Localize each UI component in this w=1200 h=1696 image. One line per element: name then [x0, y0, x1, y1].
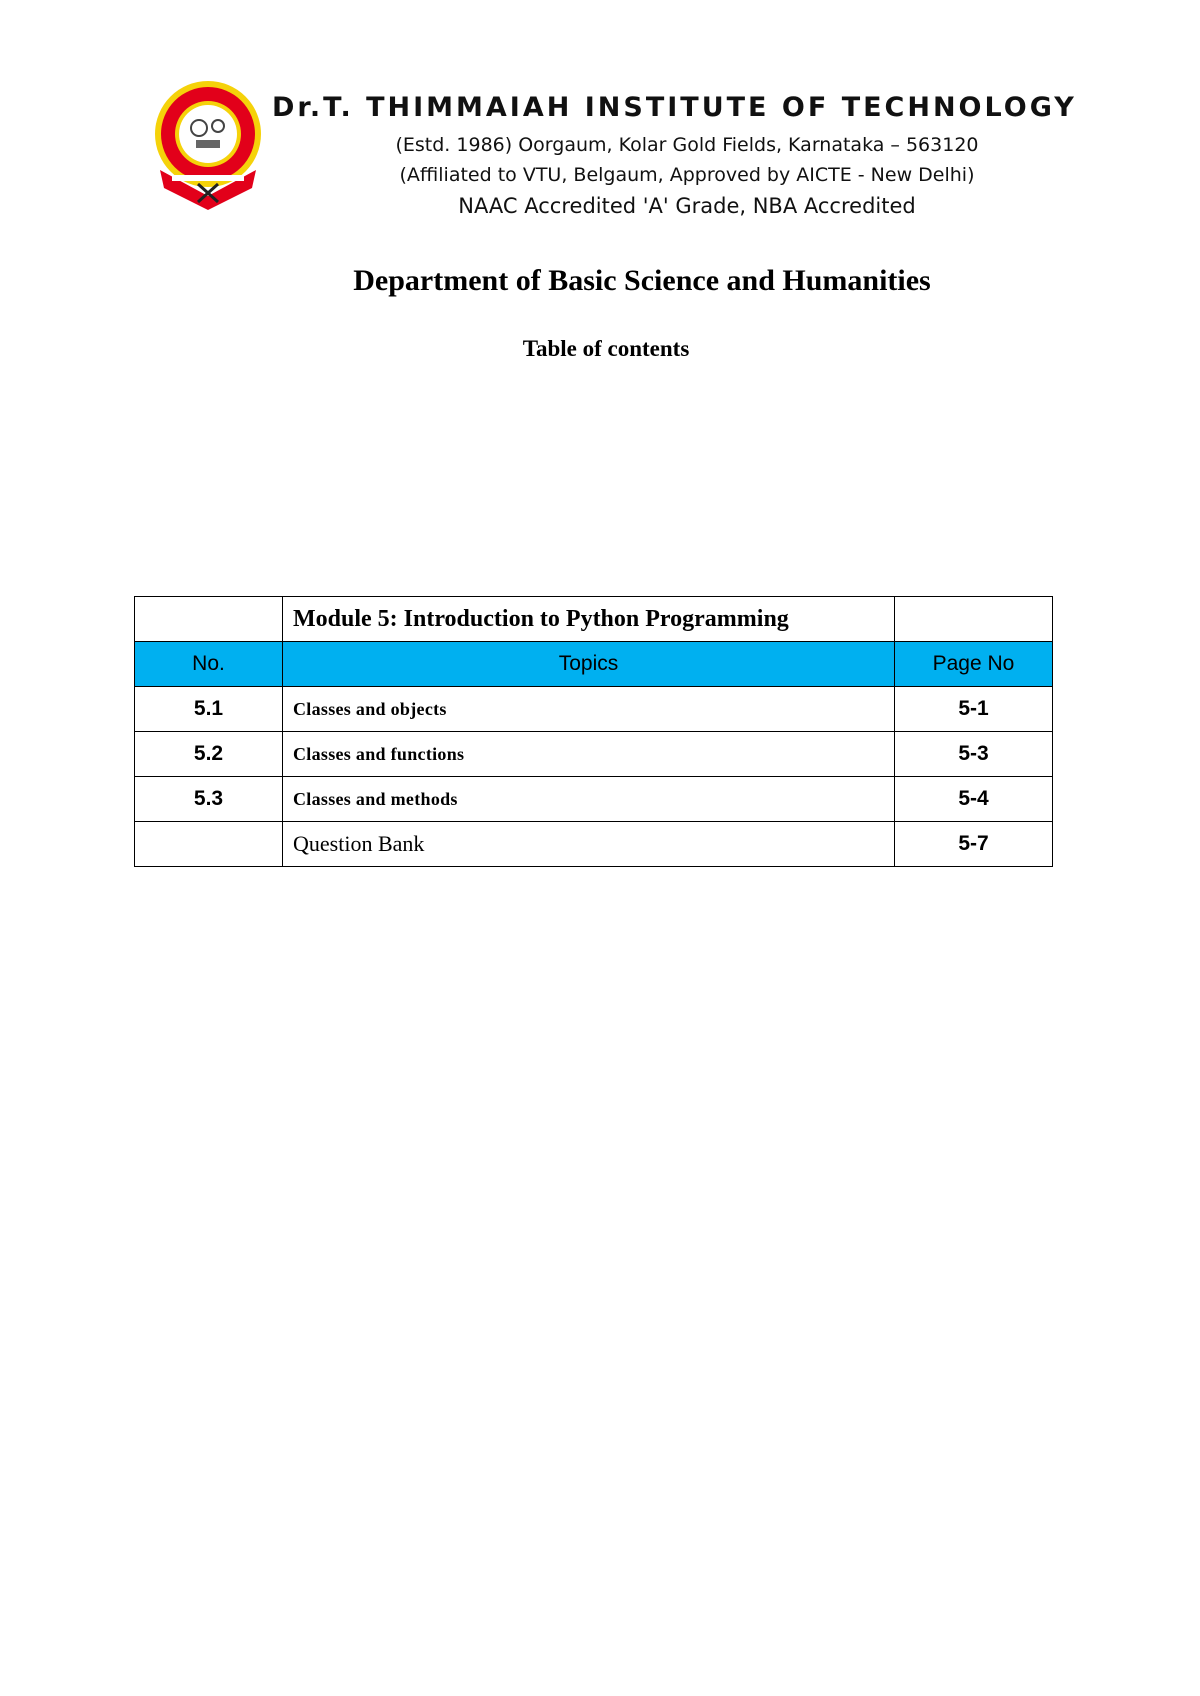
row-number: 5.2	[135, 732, 283, 777]
row-page: 5-4	[895, 777, 1053, 822]
row-page: 5-1	[895, 687, 1053, 732]
row-topic: Question Bank	[283, 822, 895, 867]
column-header-page: Page No	[895, 642, 1053, 687]
institute-address: (Estd. 1986) Oorgaum, Kolar Gold Fields, Karnataka – 563120	[395, 134, 979, 156]
table-row	[135, 687, 1053, 732]
module-title: Module 5: Introduction to Python Programming	[283, 597, 895, 642]
table-header-row	[135, 642, 1053, 687]
row-number	[135, 822, 283, 867]
table-row	[135, 777, 1053, 822]
institute-accreditation: NAAC Accredited 'A' Grade, NBA Accredited	[458, 194, 916, 218]
module-empty-cell	[895, 597, 1053, 642]
table-row	[135, 732, 1053, 777]
row-topic: Classes and methods	[283, 777, 895, 822]
toc-table	[134, 596, 1053, 867]
column-header-no: No.	[135, 642, 283, 687]
column-header-topics: Topics	[283, 642, 895, 687]
table-row	[135, 822, 1053, 867]
row-topic: Classes and functions	[283, 732, 895, 777]
row-page: 5-3	[895, 732, 1053, 777]
module-empty-cell	[135, 597, 283, 642]
institute-seal-icon	[152, 78, 264, 212]
institute-logo	[152, 78, 264, 212]
row-number: 5.1	[135, 687, 283, 732]
toc-title: Table of contents	[522, 336, 690, 361]
institute-affiliation: (Affiliated to VTU, Belgaum, Approved by AICTE - New Delhi)	[399, 164, 975, 186]
module-row	[135, 597, 1053, 642]
row-number: 5.3	[135, 777, 283, 822]
department-title: Department of Basic Science and Humanities	[353, 264, 931, 297]
row-page: 5-7	[895, 822, 1053, 867]
institute-name: Dr.T. THIMMAIAH INSTITUTE OF TECHNOLOGY	[272, 92, 1077, 123]
row-topic: Classes and objects	[283, 687, 895, 732]
